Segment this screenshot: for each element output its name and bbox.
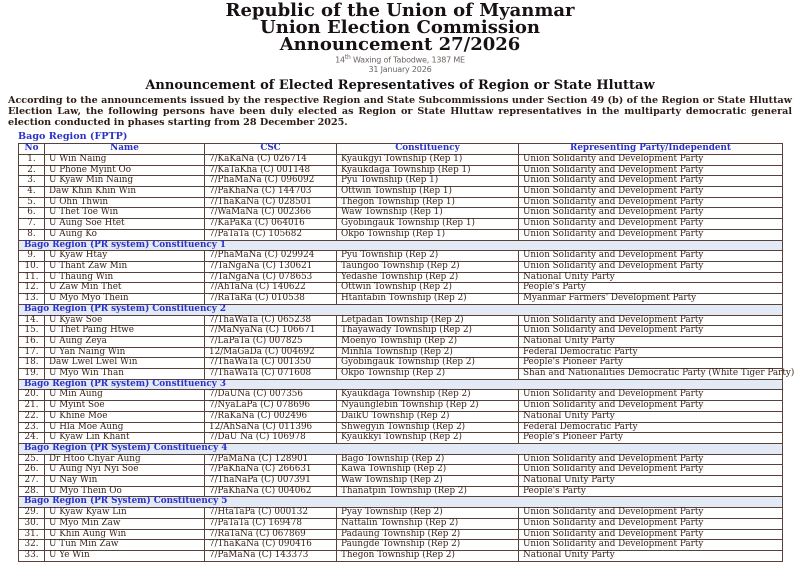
cell-party: Union Solidarity and Development Party bbox=[519, 454, 783, 465]
cell-name: U Zaw Min Thet bbox=[45, 283, 205, 294]
cell-csc: 12/AhSaNa (C) 011396 bbox=[205, 422, 337, 433]
cell-no: 23. bbox=[19, 422, 45, 433]
cell-name: Daw Lwel Lwel Win bbox=[45, 358, 205, 369]
cell-party: Union Solidarity and Development Party bbox=[519, 187, 783, 198]
cell-constituency: Gyobingauk Township (Rep 2) bbox=[337, 358, 519, 369]
cell-no: 16. bbox=[19, 336, 45, 347]
table-row bbox=[19, 369, 783, 380]
cell-constituency: Okpo Township (Rep 2) bbox=[337, 369, 519, 380]
cell-name: U Aung Soe Htet bbox=[45, 219, 205, 230]
cell-constituency: Kyaukkyi Township (Rep 2) bbox=[337, 433, 519, 444]
date-rest: Waxing of Tabodwe, 1387 ME bbox=[350, 55, 465, 65]
cell-name: U Aung Zeya bbox=[45, 336, 205, 347]
cell-csc: 7/KaPaKa (C) 064016 bbox=[205, 219, 337, 230]
cell-party: Union Solidarity and Development Party bbox=[519, 154, 783, 165]
cell-party: Myanmar Farmers' Development Party bbox=[519, 294, 783, 305]
cell-csc: 7/KaTaKha (C) 001148 bbox=[205, 165, 337, 176]
myanmar-calendar-date bbox=[0, 53, 800, 65]
cell-no: 12. bbox=[19, 283, 45, 294]
cell-party: Union Solidarity and Development Party bbox=[519, 518, 783, 529]
cell-csc: 7/LaPaTa (C) 007825 bbox=[205, 336, 337, 347]
cell-name: Daw Khin Khin Win bbox=[45, 187, 205, 198]
cell-csc: 7/ThaKaNa (C) 028501 bbox=[205, 197, 337, 208]
cell-name: U Kyaw Lin Khant bbox=[45, 433, 205, 444]
cell-constituency: Minhla Township (Rep 2) bbox=[337, 347, 519, 358]
cell-constituency: Nattalin Township (Rep 2) bbox=[337, 518, 519, 529]
cell-no: 33. bbox=[19, 550, 45, 561]
cell-no: 32. bbox=[19, 540, 45, 551]
cell-party: People's Party bbox=[519, 283, 783, 294]
constituency-section-row bbox=[19, 443, 783, 454]
cell-name: U Khin Aung Win bbox=[45, 529, 205, 540]
cell-name: U Min Aung bbox=[45, 390, 205, 401]
cell-constituency: Thanatpin Township (Rep 2) bbox=[337, 486, 519, 497]
cell-name: U Thet Toe Win bbox=[45, 208, 205, 219]
table-row bbox=[19, 229, 783, 240]
constituency-section-label: Bago Region (PR system) Constituency 3 bbox=[19, 379, 783, 390]
cell-csc: 7/PaKhaNa (C) 144703 bbox=[205, 187, 337, 198]
elected-representatives-table bbox=[18, 143, 795, 561]
cell-csc: 7/DaUNa (C) 007356 bbox=[205, 390, 337, 401]
cell-no: 1. bbox=[19, 154, 45, 165]
cell-constituency: Thegon Township (Rep 1) bbox=[337, 197, 519, 208]
cell-no: 5. bbox=[19, 197, 45, 208]
cell-no: 29. bbox=[19, 508, 45, 519]
cell-name: U Thaung Win bbox=[45, 272, 205, 283]
cell-party: National Unity Party bbox=[519, 476, 783, 487]
cell-party: National Unity Party bbox=[519, 550, 783, 561]
cell-constituency: Pyu Township (Rep 1) bbox=[337, 176, 519, 187]
column-header-party: Representing Party/Independent bbox=[519, 144, 783, 155]
cell-party: People's Pioneer Party bbox=[519, 358, 783, 369]
cell-csc: 7/ThaWaTa (C) 065238 bbox=[205, 315, 337, 326]
cell-name: U Kyaw Htay bbox=[45, 251, 205, 262]
cell-party: National Unity Party bbox=[519, 272, 783, 283]
cell-csc: 7/DaU Na (C) 106978 bbox=[205, 433, 337, 444]
cell-no: 17. bbox=[19, 347, 45, 358]
table-row bbox=[19, 358, 783, 369]
cell-no: 27. bbox=[19, 476, 45, 487]
cell-csc: 7/HtaTaPa (C) 000132 bbox=[205, 508, 337, 519]
cell-csc: 7/PaTaTa (C) 105682 bbox=[205, 229, 337, 240]
cell-csc: 7/WaMaNa (C) 002366 bbox=[205, 208, 337, 219]
cell-party: National Unity Party bbox=[519, 336, 783, 347]
cell-no: 7. bbox=[19, 219, 45, 230]
region-section-label: Bago Region (FPTP) bbox=[18, 131, 128, 143]
cell-constituency: Moenyo Township (Rep 2) bbox=[337, 336, 519, 347]
cell-party: People's Party bbox=[519, 486, 783, 497]
cell-constituency: Yedashe Township (Rep 2) bbox=[337, 272, 519, 283]
cell-constituency: DaikU Township (Rep 2) bbox=[337, 411, 519, 422]
cell-csc: 7/AhTaNa (C) 140622 bbox=[205, 283, 337, 294]
table-row bbox=[19, 326, 783, 337]
cell-name: U Myint Soe bbox=[45, 401, 205, 412]
cell-name: U Yan Naing Win bbox=[45, 347, 205, 358]
cell-constituency: Kawa Township (Rep 2) bbox=[337, 465, 519, 476]
cell-csc: 7/PaKhaNa (C) 004062 bbox=[205, 486, 337, 497]
cell-no: 10. bbox=[19, 262, 45, 273]
cell-name: U Aung Nyi Nyi Soe bbox=[45, 465, 205, 476]
cell-party: Union Solidarity and Development Party bbox=[519, 390, 783, 401]
cell-constituency: Waw Township (Rep 2) bbox=[337, 476, 519, 487]
cell-no: 3. bbox=[19, 176, 45, 187]
cell-csc: 7/KaKaNa (C) 026714 bbox=[205, 154, 337, 165]
cell-no: 20. bbox=[19, 390, 45, 401]
cell-csc: 7/PaMaNa (C) 143373 bbox=[205, 550, 337, 561]
table-header-row bbox=[19, 144, 783, 155]
country-title: Republic of the Union of Myanmar bbox=[225, 0, 575, 21]
cell-party: National Unity Party bbox=[519, 411, 783, 422]
cell-csc: 7/TaNgaNa (C) 130621 bbox=[205, 262, 337, 273]
table-row bbox=[19, 476, 783, 487]
cell-csc: 7/ThaWaTa (C) 071608 bbox=[205, 369, 337, 380]
cell-name: U Myo Win Than bbox=[45, 369, 205, 380]
cell-name: U Ohn Thwin bbox=[45, 197, 205, 208]
cell-party: Union Solidarity and Development Party bbox=[519, 176, 783, 187]
table-row bbox=[19, 401, 783, 412]
constituency-section-row bbox=[19, 304, 783, 315]
cell-party: Union Solidarity and Development Party bbox=[519, 529, 783, 540]
cell-no: 26. bbox=[19, 465, 45, 476]
cell-constituency: Shwegyin Township (Rep 2) bbox=[337, 422, 519, 433]
cell-constituency: Kyaukgyi Township (Rep 1) bbox=[337, 154, 519, 165]
cell-no: 30. bbox=[19, 518, 45, 529]
cell-constituency: Pyay Township (Rep 2) bbox=[337, 508, 519, 519]
cell-party: Union Solidarity and Development Party bbox=[519, 197, 783, 208]
cell-csc: 7/TaNgaNa (C) 078653 bbox=[205, 272, 337, 283]
cell-constituency: Htantabin Township (Rep 2) bbox=[337, 294, 519, 305]
commission-title: Union Election Commission bbox=[260, 17, 540, 38]
cell-no: 8. bbox=[19, 229, 45, 240]
table-row bbox=[19, 550, 783, 561]
cell-name: U Nay Win bbox=[45, 476, 205, 487]
table-row bbox=[19, 336, 783, 347]
constituency-section-label: Bago Region (PR System) Constituency 4 bbox=[19, 443, 783, 454]
cell-constituency: Bago Township (Rep 2) bbox=[337, 454, 519, 465]
cell-no: 18. bbox=[19, 358, 45, 369]
date-day: 14 bbox=[335, 55, 345, 65]
cell-no: 4. bbox=[19, 187, 45, 198]
cell-constituency: Kyaukdaga Township (Rep 2) bbox=[337, 390, 519, 401]
cell-party: Union Solidarity and Development Party bbox=[519, 326, 783, 337]
table-row bbox=[19, 187, 783, 198]
cell-csc: 7/PaMaNa (C) 128901 bbox=[205, 454, 337, 465]
cell-csc: 7/RaTaRa (C) 010538 bbox=[205, 294, 337, 305]
cell-constituency: Pyu Township (Rep 2) bbox=[337, 251, 519, 262]
table-row bbox=[19, 283, 783, 294]
cell-party: Federal Democratic Party bbox=[519, 347, 783, 358]
cell-constituency: Taungoo Township (Rep 2) bbox=[337, 262, 519, 273]
column-header-constituency: Constituency bbox=[337, 144, 519, 155]
cell-party: Union Solidarity and Development Party bbox=[519, 229, 783, 240]
cell-name: U Kyaw Min Naing bbox=[45, 176, 205, 187]
cell-constituency: Ottwin Township (Rep 2) bbox=[337, 283, 519, 294]
cell-no: 28. bbox=[19, 486, 45, 497]
cell-constituency: Kyaukdaga Township (Rep 1) bbox=[337, 165, 519, 176]
cell-no: 31. bbox=[19, 529, 45, 540]
cell-name: U Tun Min Zaw bbox=[45, 540, 205, 551]
cell-name: U Aung Ko bbox=[45, 229, 205, 240]
cell-name: Dr Htoo Chyar Aung bbox=[45, 454, 205, 465]
cell-name: U Thet Paing Htwe bbox=[45, 326, 205, 337]
table-row bbox=[19, 508, 783, 519]
cell-csc: 12/MaGaDa (C) 004692 bbox=[205, 347, 337, 358]
cell-no: 13. bbox=[19, 294, 45, 305]
cell-no: 14. bbox=[19, 315, 45, 326]
column-header-name: Name bbox=[45, 144, 205, 155]
cell-csc: 7/PhaMaNa (C) 096092 bbox=[205, 176, 337, 187]
cell-party: Union Solidarity and Development Party bbox=[519, 315, 783, 326]
cell-csc: 7/PaTaTa (C) 169478 bbox=[205, 518, 337, 529]
cell-constituency: Ottwin Township (Rep 1) bbox=[337, 187, 519, 198]
cell-constituency: Letpadan Township (Rep 2) bbox=[337, 315, 519, 326]
cell-no: 24. bbox=[19, 433, 45, 444]
gregorian-date: 31 January 2026 bbox=[368, 64, 432, 74]
table-row bbox=[19, 262, 783, 273]
cell-name: U Myo Min Zaw bbox=[45, 518, 205, 529]
cell-name: U Kyaw Kyaw Lin bbox=[45, 508, 205, 519]
table-row bbox=[19, 251, 783, 262]
cell-name: U Thant Zaw Min bbox=[45, 262, 205, 273]
cell-no: 25. bbox=[19, 454, 45, 465]
table-row bbox=[19, 154, 783, 165]
cell-party: Union Solidarity and Development Party bbox=[519, 165, 783, 176]
cell-no: 2. bbox=[19, 165, 45, 176]
cell-party: Union Solidarity and Development Party bbox=[519, 208, 783, 219]
table-row bbox=[19, 518, 783, 529]
cell-constituency: Gyobingauk Township (Rep 1) bbox=[337, 219, 519, 230]
table-row bbox=[19, 540, 783, 551]
cell-no: 22. bbox=[19, 411, 45, 422]
cell-csc: 7/NyaLaPa (C) 078696 bbox=[205, 401, 337, 412]
cell-csc: 7/PaKhaNa (C) 266631 bbox=[205, 465, 337, 476]
table-row bbox=[19, 176, 783, 187]
table-row bbox=[19, 433, 783, 444]
cell-constituency: Waw Township (Rep 1) bbox=[337, 208, 519, 219]
table-row bbox=[19, 411, 783, 422]
cell-no: 9. bbox=[19, 251, 45, 262]
cell-csc: 7/ThaWaTa (C) 001350 bbox=[205, 358, 337, 369]
constituency-section-label: Bago Region (PR system) Constituency 1 bbox=[19, 240, 783, 251]
cell-name: U Myo Myo Thein bbox=[45, 294, 205, 305]
cell-name: U Win Naing bbox=[45, 154, 205, 165]
cell-no: 19. bbox=[19, 369, 45, 380]
document-header bbox=[0, 0, 800, 93]
constituency-section-label: Bago Region (PR System) Constituency 5 bbox=[19, 497, 783, 508]
cell-csc: 7/RaKaNa (C) 002496 bbox=[205, 411, 337, 422]
cell-constituency: Nyaunglebin Township (Rep 2) bbox=[337, 401, 519, 412]
cell-constituency: Thegon Township (Rep 2) bbox=[337, 550, 519, 561]
cell-csc: 7/ThaNaPa (C) 007391 bbox=[205, 476, 337, 487]
cell-name: U Phone Myint Oo bbox=[45, 165, 205, 176]
announcement-subtitle: Announcement of Elected Representatives of Region or State Hluttaw bbox=[145, 77, 655, 93]
cell-party: Federal Democratic Party bbox=[519, 422, 783, 433]
cell-csc: 7/ThaKaNa (C) 090416 bbox=[205, 540, 337, 551]
cell-name: U Kyaw Soe bbox=[45, 315, 205, 326]
column-header-no: No bbox=[19, 144, 45, 155]
cell-csc: 7/MaNyaNa (C) 106671 bbox=[205, 326, 337, 337]
cell-no: 21. bbox=[19, 401, 45, 412]
cell-no: 6. bbox=[19, 208, 45, 219]
date-ordinal: th bbox=[344, 54, 351, 61]
intro-paragraph: According to the announcements issued by the respective Region and State Subcommissions under Section 49 (b) of the Region or State Hluttaw Election Law, the following persons have been duly elected as Region or State Hluttaw representatives in the multiparty democratic general election conducted in phases starting from 28 December 2025. bbox=[8, 94, 792, 129]
table-row bbox=[19, 219, 783, 230]
column-header-csc: CSC bbox=[205, 144, 337, 155]
cell-party: People's Pioneer Party bbox=[519, 433, 783, 444]
cell-party: Union Solidarity and Development Party bbox=[519, 219, 783, 230]
cell-name: U Hla Moe Aung bbox=[45, 422, 205, 433]
cell-no: 15. bbox=[19, 326, 45, 337]
cell-constituency: Okpo Township (Rep 1) bbox=[337, 229, 519, 240]
cell-csc: 7/PhaMaNa (C) 029924 bbox=[205, 251, 337, 262]
cell-party: Union Solidarity and Development Party bbox=[519, 262, 783, 273]
cell-csc: 7/RaTaNa (C) 067869 bbox=[205, 529, 337, 540]
table-row bbox=[19, 294, 783, 305]
cell-name: U Khine Moe bbox=[45, 411, 205, 422]
cell-constituency: Thayawady Township (Rep 2) bbox=[337, 326, 519, 337]
cell-constituency: Padaung Township (Rep 2) bbox=[337, 529, 519, 540]
cell-party: Union Solidarity and Development Party bbox=[519, 465, 783, 476]
cell-constituency: Paungde Township (Rep 2) bbox=[337, 540, 519, 551]
cell-party: Shan and Nationalities Democratic Party (White Tiger Party) bbox=[519, 369, 783, 380]
cell-party: Union Solidarity and Development Party bbox=[519, 251, 783, 262]
cell-party: Union Solidarity and Development Party bbox=[519, 508, 783, 519]
constituency-section-label: Bago Region (PR system) Constituency 2 bbox=[19, 304, 783, 315]
announcement-number: Announcement 27/2026 bbox=[279, 34, 521, 55]
cell-name: U Myo Thein Oo bbox=[45, 486, 205, 497]
table-row bbox=[19, 465, 783, 476]
cell-no: 11. bbox=[19, 272, 45, 283]
cell-name: U Ye Win bbox=[45, 550, 205, 561]
cell-party: Union Solidarity and Development Party bbox=[519, 401, 783, 412]
cell-party: Union Solidarity and Development Party bbox=[519, 540, 783, 551]
